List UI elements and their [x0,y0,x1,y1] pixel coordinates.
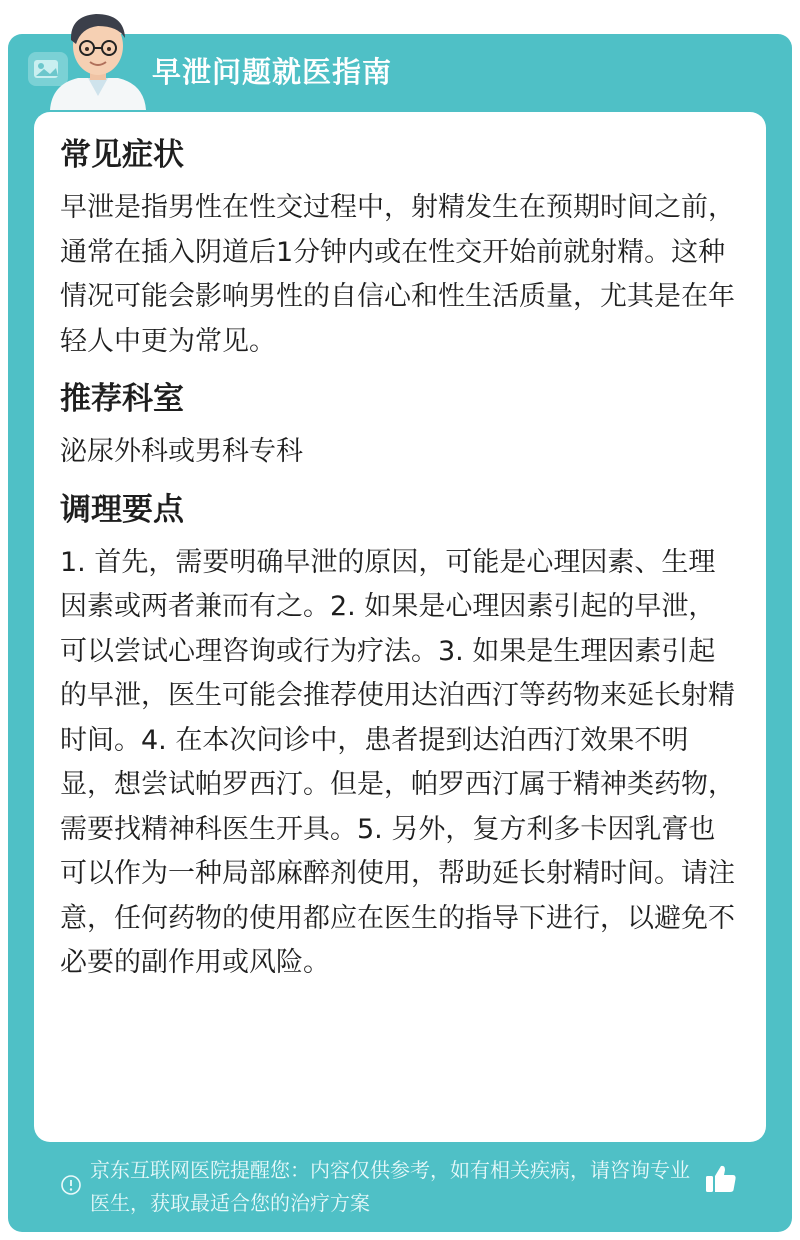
footer-notice [60,1152,740,1224]
section-heading-care: 调理要点 [60,491,184,528]
section-heading-department: 推荐科室 [60,381,184,417]
info-icon [60,1174,82,1196]
section-heading-symptoms: 常见症状 [60,137,184,173]
doctor-avatar-icon [26,6,154,110]
page-title: 早泄问题就医指南 [152,55,393,89]
content-card [34,112,766,1142]
section-body-department: 泌尿外科或男科专科 [60,436,303,467]
thumbs-up-icon[interactable] [704,1162,738,1196]
footer-disclaimer: 京东互联网医院提醒您：内容仅供参考，如有相关疾病，请咨询专业医生，获取最适合您的治疗方案 [90,1158,690,1215]
section-body-symptoms: 早泄是指男性在性交过程中，射精发生在预期时间之前，通常在插入阴道后1分钟内或在性交开始前就射精。这种情况可能会影响男性的自信心和性生活质量，尤其是在年轻人中更为常见。 [60,192,735,357]
section-body-care: 1. 首先，需要明确早泄的原因，可能是心理因素、生理因素或两者兼而有之。2. 如果是心理因素引起的早泄，可以尝试心理咨询或行为疗法。3. 如果是生理因素引起的早泄，医生可能会推荐使用达泊西汀等药物来延长射精时间。4. 在本次问诊中，患者提到达泊西汀效果不明显，想尝试帕罗西汀。但是，帕罗西汀属于精神类药物，需要找精神科医生开具。5. 另外，复方利多卡因乳膏也可以作为一种局部麻醉剂使用，帮助延长射精时间。请注意，任何药物的使用都应在医生的指导下进行，以避免不必要的副作用或风险。 [60,546,735,978]
